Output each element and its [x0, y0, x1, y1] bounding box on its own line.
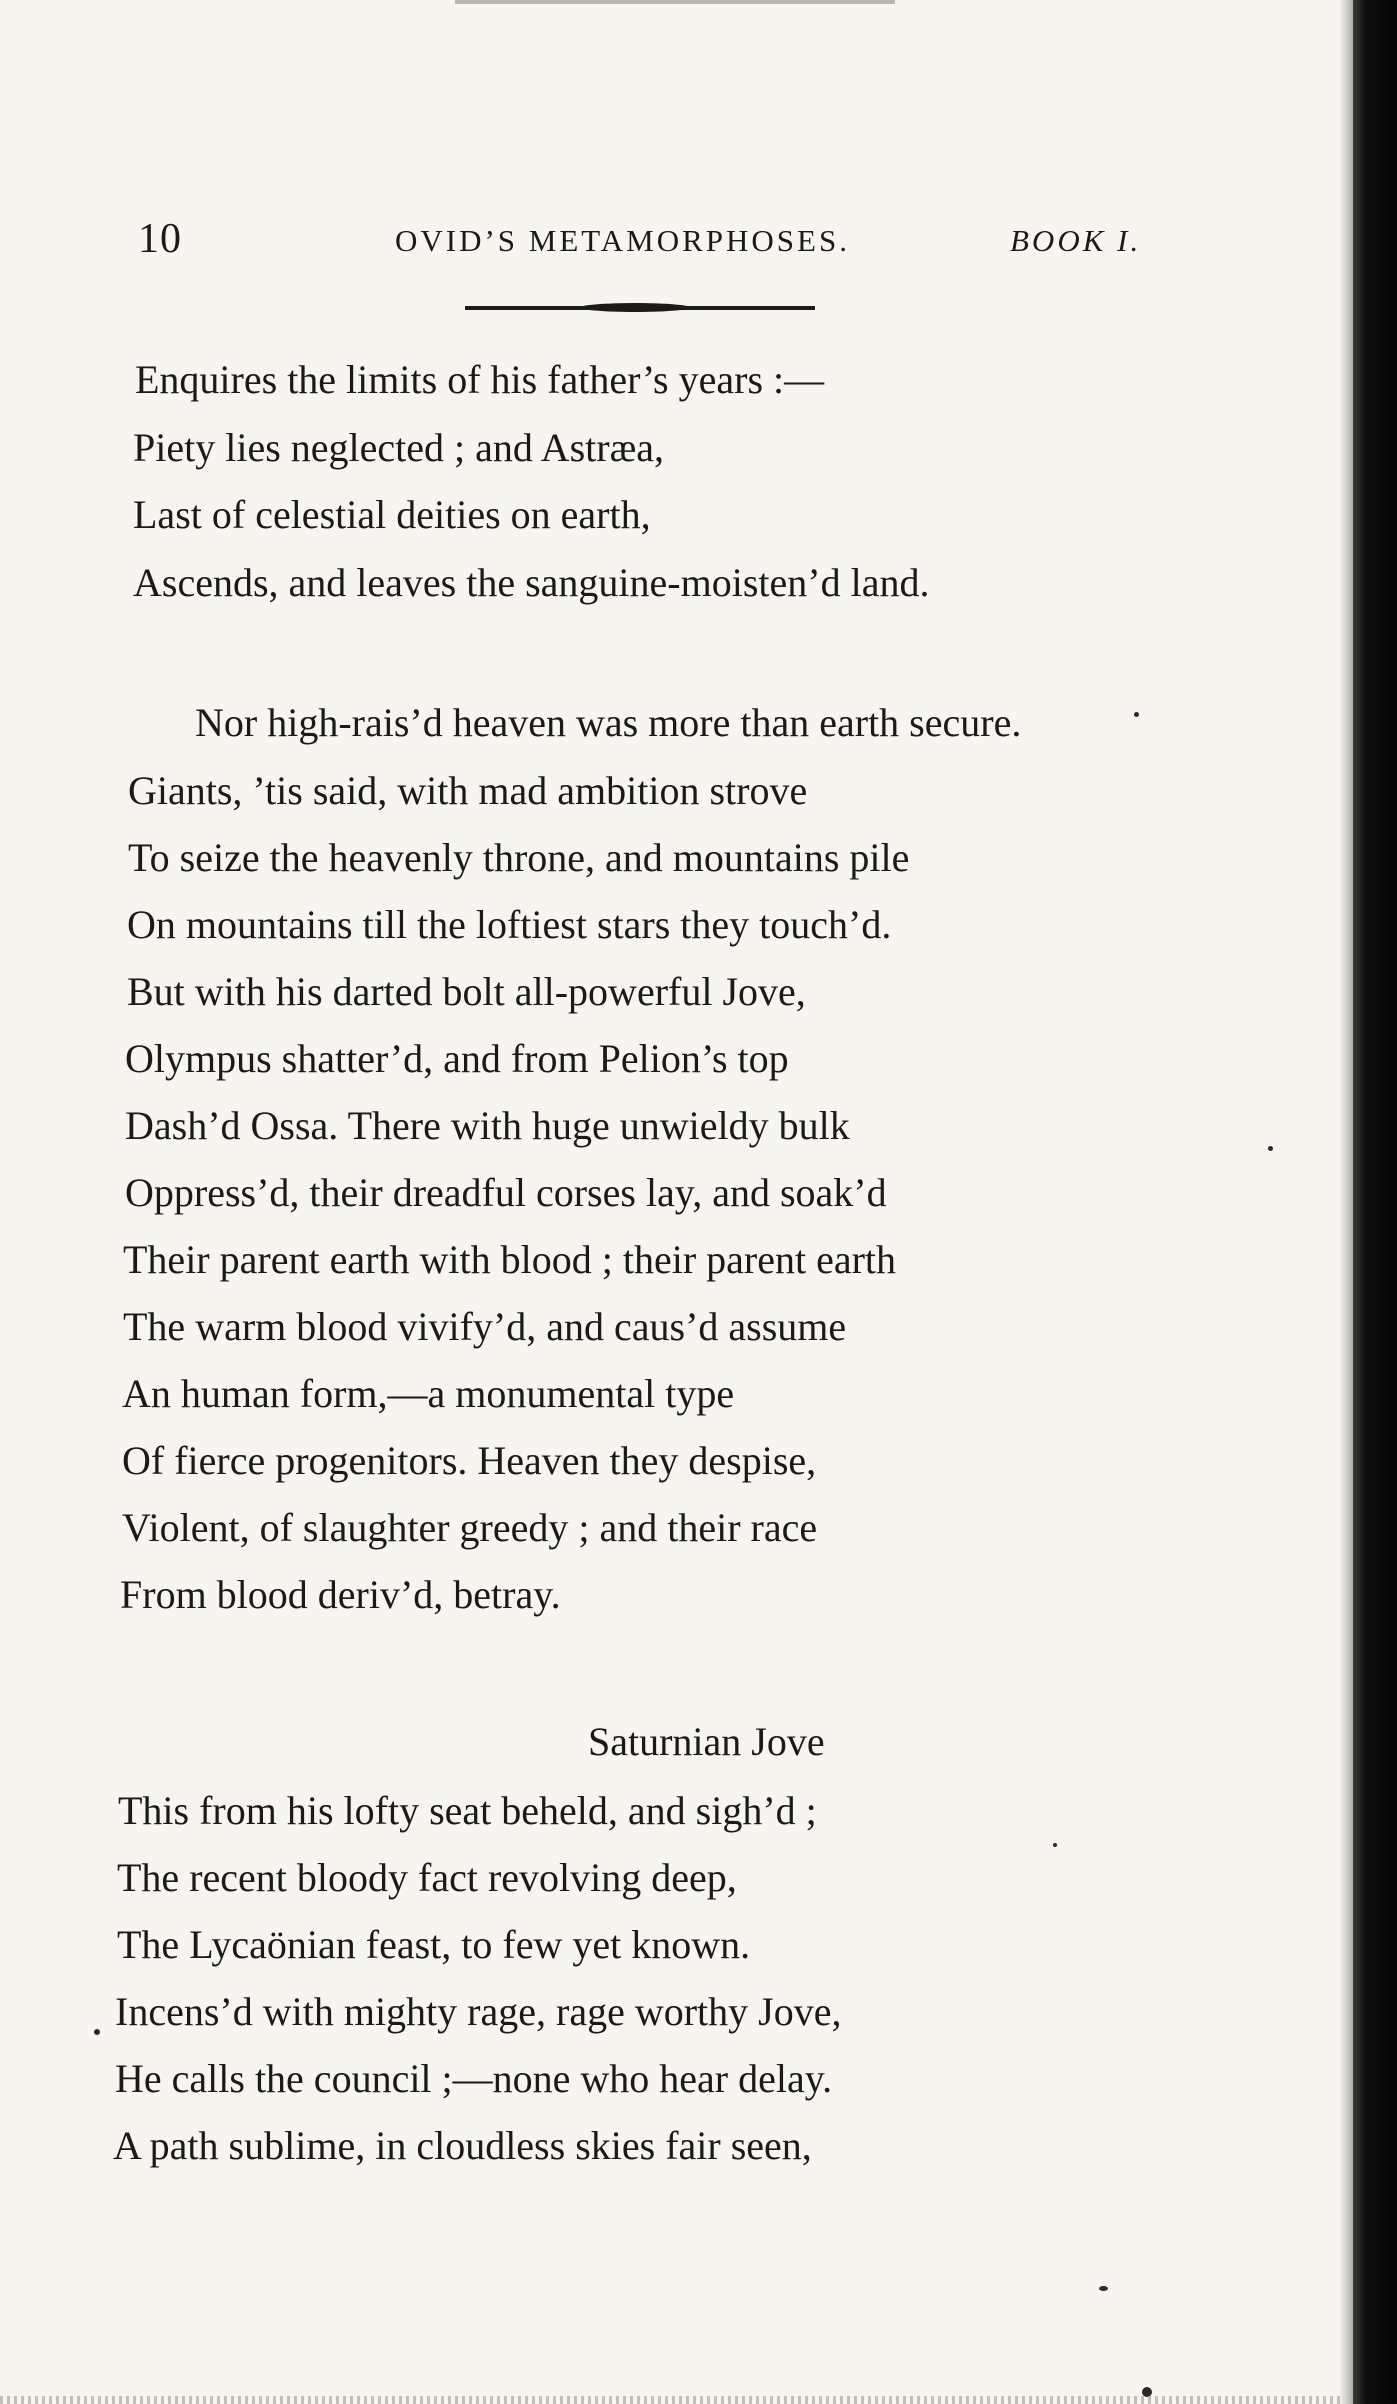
scan-speck [1053, 1843, 1057, 1847]
header-rule-ornament [580, 303, 690, 312]
poem-line: Their parent earth with blood ; their parent earth [123, 1237, 897, 1282]
poem-line: The warm blood vivify’d, and caus’d assume [123, 1304, 847, 1349]
running-header [0, 215, 1397, 265]
scan-speck [1134, 712, 1139, 717]
poem-line: On mountains till the loftiest stars they touch’d. [127, 902, 892, 947]
top-edge-rule [455, 0, 895, 4]
scan-speck [1099, 2286, 1108, 2291]
binding-shadow [1339, 0, 1353, 2404]
poem-line: He calls the council ;—none who hear delay. [115, 2056, 833, 2101]
poem-line: This from his lofty seat beheld, and sigh’d ; [118, 1788, 817, 1833]
poem-line: Nor high-rais’d heaven was more than earth secure. [195, 700, 1022, 745]
poem-line: The Lycaönian feast, to few yet known. [117, 1922, 751, 1967]
poem-line: To seize the heavenly throne, and mountains pile [128, 835, 910, 880]
poem-line: Olympus shatter’d, and from Pelion’s top [125, 1036, 789, 1081]
running-title: OVID’S METAMORPHOSES. [395, 223, 850, 258]
poem-line: The recent bloody fact revolving deep, [117, 1855, 737, 1900]
scan-speck [94, 2029, 100, 2035]
poem-line: Violent, of slaughter greedy ; and their race [122, 1505, 818, 1550]
poem-line: Piety lies neglected ; and Astræa, [133, 425, 664, 470]
book-binding [1353, 0, 1397, 2404]
book-label: BOOK I. [1010, 223, 1142, 258]
poem-line: An human form,—a monumental type [122, 1371, 735, 1416]
poem-line: Last of celestial deities on earth, [133, 492, 651, 537]
scan-speck [1268, 1146, 1273, 1151]
poem-line: Of fierce progenitors. Heaven they despise, [122, 1438, 817, 1483]
poem-line: Oppress’d, their dreadful corses lay, and soak’d [125, 1170, 887, 1215]
poem-line: Giants, ’tis said, with mad ambition strove [128, 768, 808, 813]
scan-bottom-edge [0, 2396, 1340, 2404]
poem-line: From blood deriv’d, betray. [120, 1572, 561, 1617]
poem-line: Incens’d with mighty rage, rage worthy Jove, [115, 1989, 842, 2034]
poem-line: Saturnian Jove [588, 1719, 825, 1764]
poem-line: Ascends, and leaves the sanguine-moisten’d land. [133, 560, 930, 605]
page-number: 10 [138, 216, 182, 262]
poem-line: A path sublime, in cloudless skies fair seen, [113, 2123, 812, 2168]
poem-line: Dash’d Ossa. There with huge unwieldy bulk [125, 1103, 850, 1148]
poem-line: Enquires the limits of his father’s years :— [135, 357, 825, 402]
poem-line: But with his darted bolt all-powerful Jove, [127, 969, 806, 1014]
